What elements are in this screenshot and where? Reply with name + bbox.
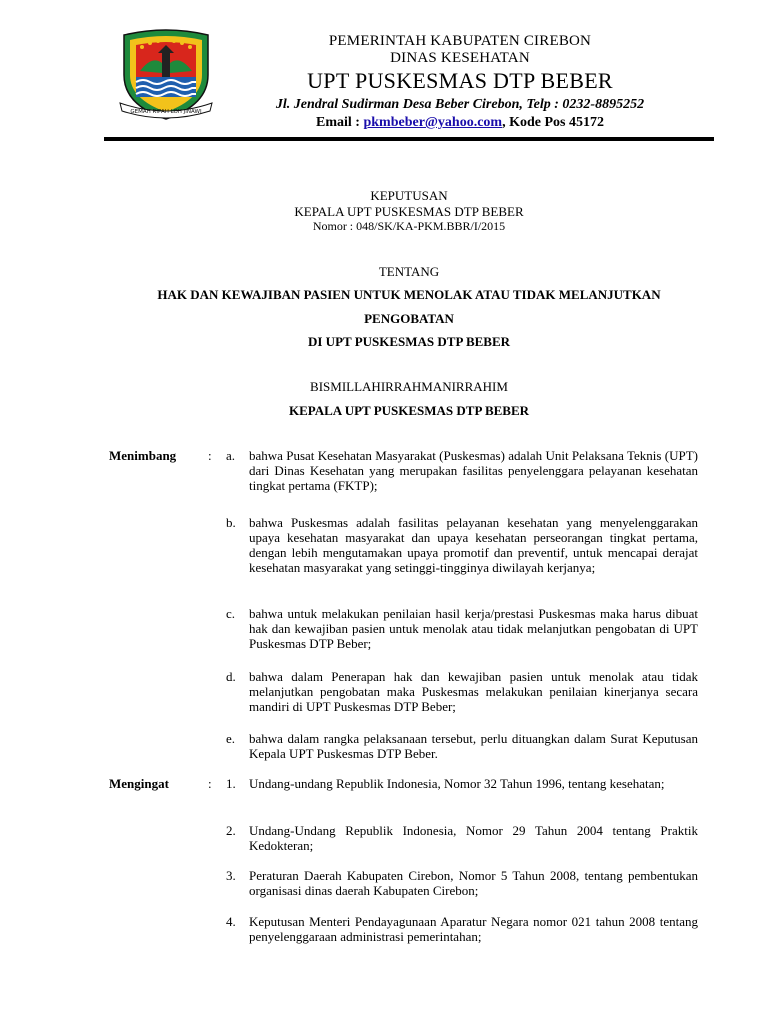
item-text: bahwa dalam Penerapan hak dan kewajiban pasien untuk menolak atau tidak melanjutkan pengobatan maka Puskesmas melakukan penilaian kinerjanya secara mandiri di UPT Puskesmas DTP Beber; [249, 669, 698, 714]
subject-line-3: DI UPT PUSKESMAS DTP BEBER [307, 334, 511, 349]
letterhead-address: Jl. Jendral Sudirman Desa Beber Cirebon, Telp : 0232-8895252 [275, 97, 645, 112]
item-marker: e. [226, 731, 236, 746]
item-text: Undang-undang Republik Indonesia, Nomor 32 Tahun 1996, tentang kesehatan; [249, 776, 665, 791]
item-text: bahwa dalam rangka pelaksanaan tersebut, perlu dituangkan dalam Surat Keputusan Kepala UPT Puskesmas DTP Beber. [249, 731, 698, 761]
item-text: Peraturan Daerah Kabupaten Cirebon, Nomor 5 Tahun 2008, tentang pembentukan organisasi dinas daerah Kabupaten Cirebon; [249, 868, 698, 898]
email-prefix: Email : [316, 115, 364, 130]
item-marker: a. [226, 448, 236, 463]
mengingat-colon: : [208, 776, 212, 791]
postal-code: , Kode Pos 45172 [502, 115, 604, 130]
mengingat-item-1 [226, 776, 698, 791]
mengingat-item-3 [226, 868, 698, 898]
item-marker: b. [226, 515, 236, 530]
letterhead [240, 33, 680, 132]
menimbang-item-c [226, 606, 698, 651]
decree-number: Nomor : 048/SK/KA-PKM.BBR/I/2015 [312, 219, 506, 233]
item-text: Undang-Undang Republik Indonesia, Nomor 29 Tahun 2004 tentang Praktik Kedokteran; [249, 823, 698, 853]
item-marker: 2. [226, 823, 236, 838]
letterhead-institution: UPT PUSKESMAS DTP BEBER [307, 68, 613, 93]
menimbang-item-b [226, 515, 698, 575]
item-marker: 3. [226, 868, 236, 883]
menimbang-label: Menimbang [109, 448, 177, 463]
subject-line-2: PENGOBATAN [364, 311, 454, 326]
item-marker: c. [226, 606, 236, 621]
logo-motto: GEMAH RIPAH LOH JINAWI [130, 109, 202, 115]
menimbang-item-e [226, 731, 698, 761]
item-text: bahwa Pusat Kesehatan Masyarakat (Puskesmas) adalah Unit Pelaksana Teknis (UPT) dari Dinas Kesehatan yang merupakan fasilitas penyelenggara pelayanan kesehatan tingkat pertama (FKTP); [249, 448, 698, 493]
item-marker: 1. [226, 776, 236, 791]
menimbang-colon: : [208, 448, 212, 463]
item-text: bahwa untuk melakukan penilaian hasil kerja/prestasi Puskesmas maka harus dibuat hak dan kewajiban pasien untuk menolak atau tidak melanjutkan pengobatan di UPT Puskesmas DTP Beber; [249, 606, 698, 651]
item-marker: 4. [226, 914, 236, 929]
issuer-heading: KEPALA UPT PUSKESMAS DTP BEBER [294, 204, 524, 219]
invocation: BISMILLAHIRRAHMANIRRAHIM [310, 379, 508, 394]
mengingat-label: Mengingat [109, 776, 169, 791]
letterhead-divider [104, 137, 714, 141]
doc-type-heading: KEPUTUSAN [370, 188, 448, 203]
subject-line-1: HAK DAN KEWAJIBAN PASIEN UNTUK MENOLAK ATAU TIDAK MELANJUTKAN [157, 287, 661, 302]
letterhead-government: PEMERINTAH KABUPATEN CIREBON [328, 33, 592, 49]
issuer-heading-2: KEPALA UPT PUSKESMAS DTP BEBER [288, 403, 530, 418]
item-text: Keputusan Menteri Pendayagunaan Aparatur Negara nomor 021 tahun 2008 tentang penyelenggaraan administrasi pemerintahan; [249, 914, 698, 944]
cirebon-regency-emblem [116, 27, 216, 123]
item-marker: d. [226, 669, 236, 684]
menimbang-item-d [226, 669, 698, 714]
mengingat-item-2 [226, 823, 698, 853]
letterhead-department: DINAS KESEHATAN [390, 50, 530, 66]
item-text: bahwa Puskesmas adalah fasilitas pelayanan kesehatan yang menyelenggarakan upaya kesehatan masyarakat dan upaya kesehatan perseorangan tingkat pertama, dengan lebih mengutamakan upaya promotif dan preventif, untuk mencapai derajat kesehatan masyarakat yang setinggi-tingginya diwilayah kerjanya; [249, 515, 698, 575]
letterhead-contact [240, 114, 680, 132]
menimbang-item-a [226, 448, 698, 493]
email-link[interactable]: pkmbeber@yahoo.com [363, 115, 503, 130]
about-heading: TENTANG [378, 264, 440, 279]
mengingat-item-4 [226, 914, 698, 944]
